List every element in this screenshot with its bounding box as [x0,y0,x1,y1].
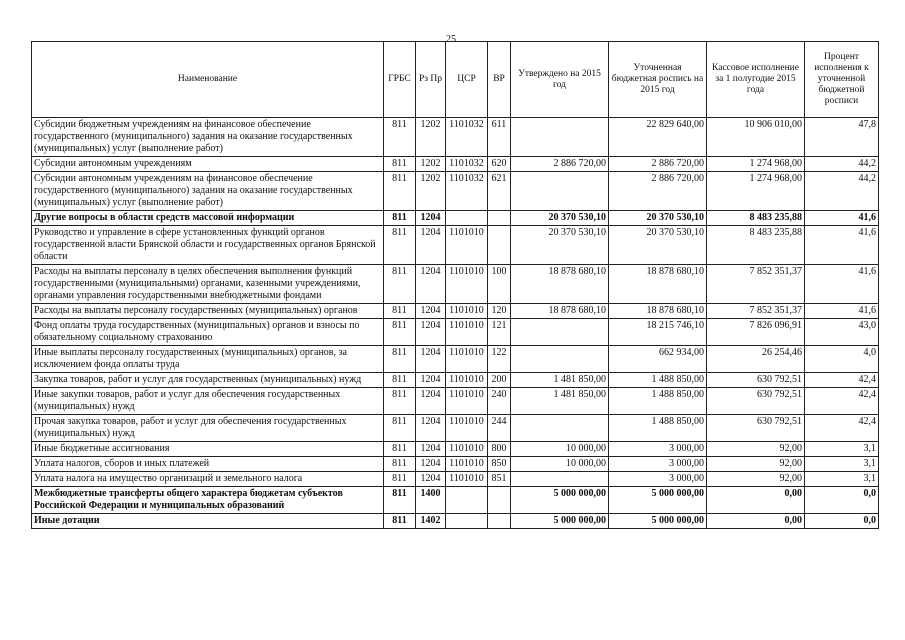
cell-approved: 1 481 850,00 [511,373,609,388]
header-row [32,42,879,118]
cell-name: Иные дотации [32,514,384,529]
cell-percent: 41,6 [805,304,879,319]
cell-grbs: 811 [384,388,416,415]
cell-percent: 42,4 [805,388,879,415]
header-rzpr: Рз Пр [416,42,446,118]
cell-name: Субсидии бюджетным учреждениям на финансовое обеспечение государственного (муниципального) задания на оказание государственных (муниципальных) услуг (выполнение работ) [32,118,384,157]
cell-approved: 5 000 000,00 [511,514,609,529]
cell-percent: 44,2 [805,172,879,211]
cell-approved [511,415,609,442]
cell-vr: 800 [488,442,511,457]
cell-vr [488,226,511,265]
cell-percent: 42,4 [805,373,879,388]
cell-refined: 2 886 720,00 [609,172,707,211]
cell-cash: 1 274 968,00 [707,172,805,211]
cell-approved: 20 370 530,10 [511,211,609,226]
cell-csr: 1101010 [446,415,488,442]
table-row [32,211,879,226]
cell-csr: 1101032 [446,118,488,157]
table-row [32,157,879,172]
cell-approved [511,472,609,487]
cell-name: Прочая закупка товаров, работ и услуг для обеспечения государственных (муниципальных) нужд [32,415,384,442]
cell-vr: 121 [488,319,511,346]
cell-percent: 3,1 [805,442,879,457]
cell-percent: 41,6 [805,226,879,265]
header-percent: Процент исполнения к уточненной бюджетной росписи [805,42,879,118]
cell-percent: 0,0 [805,487,879,514]
table-row [32,118,879,157]
table-row [32,514,879,529]
cell-refined: 662 934,00 [609,346,707,373]
table-row [32,415,879,442]
cell-cash: 8 483 235,88 [707,226,805,265]
cell-name: Другие вопросы в области средств массовой информации [32,211,384,226]
cell-name: Уплата налога на имущество организаций и земельного налога [32,472,384,487]
cell-refined: 3 000,00 [609,457,707,472]
header-grbs: ГРБС [384,42,416,118]
table-row [32,442,879,457]
cell-vr [488,211,511,226]
cell-csr [446,487,488,514]
cell-name: Фонд оплаты труда государственных (муниципальных) органов и взносы по обязательному социальному страхованию [32,319,384,346]
cell-cash: 630 792,51 [707,388,805,415]
cell-grbs: 811 [384,472,416,487]
cell-refined: 3 000,00 [609,472,707,487]
cell-percent: 3,1 [805,472,879,487]
cell-refined: 3 000,00 [609,442,707,457]
cell-percent: 41,6 [805,211,879,226]
cell-rzpr: 1400 [416,487,446,514]
cell-csr [446,514,488,529]
cell-csr: 1101010 [446,226,488,265]
cell-vr: 122 [488,346,511,373]
cell-rzpr: 1202 [416,157,446,172]
cell-approved: 18 878 680,10 [511,304,609,319]
cell-cash: 630 792,51 [707,373,805,388]
table-row [32,319,879,346]
cell-approved [511,346,609,373]
cell-grbs: 811 [384,457,416,472]
cell-vr: 100 [488,265,511,304]
cell-percent: 43,0 [805,319,879,346]
cell-grbs: 811 [384,514,416,529]
cell-csr: 1101032 [446,157,488,172]
cell-percent: 4,0 [805,346,879,373]
cell-csr: 1101010 [446,304,488,319]
cell-csr: 1101010 [446,388,488,415]
cell-cash: 8 483 235,88 [707,211,805,226]
cell-rzpr: 1204 [416,346,446,373]
cell-approved: 10 000,00 [511,442,609,457]
cell-approved [511,172,609,211]
cell-csr: 1101010 [446,373,488,388]
table-row [32,388,879,415]
cell-grbs: 811 [384,319,416,346]
cell-vr: 850 [488,457,511,472]
cell-rzpr: 1204 [416,457,446,472]
cell-vr [488,514,511,529]
cell-vr: 620 [488,157,511,172]
cell-name: Закупка товаров, работ и услуг для государственных (муниципальных) нужд [32,373,384,388]
cell-name: Расходы на выплаты персоналу в целях обеспечения выполнения функций государственными (муниципальными) органами, казенными учреждениями, органами управления государственными внебюджетными фондами [32,265,384,304]
cell-grbs: 811 [384,265,416,304]
cell-cash: 92,00 [707,442,805,457]
cell-refined: 18 878 680,10 [609,304,707,319]
cell-cash: 0,00 [707,487,805,514]
table-row [32,172,879,211]
cell-rzpr: 1204 [416,388,446,415]
table-row [32,373,879,388]
cell-vr: 200 [488,373,511,388]
cell-csr: 1101010 [446,346,488,373]
cell-percent: 0,0 [805,514,879,529]
cell-vr: 244 [488,415,511,442]
cell-approved: 10 000,00 [511,457,609,472]
cell-rzpr: 1204 [416,319,446,346]
cell-cash: 10 906 010,00 [707,118,805,157]
cell-csr: 1101032 [446,172,488,211]
cell-grbs: 811 [384,226,416,265]
cell-cash: 7 852 351,37 [707,304,805,319]
cell-rzpr: 1204 [416,415,446,442]
header-csr: ЦСР [446,42,488,118]
cell-vr: 240 [488,388,511,415]
cell-refined: 20 370 530,10 [609,226,707,265]
cell-vr: 851 [488,472,511,487]
cell-cash: 92,00 [707,472,805,487]
cell-percent: 44,2 [805,157,879,172]
cell-name: Расходы на выплаты персоналу государственных (муниципальных) органов [32,304,384,319]
cell-refined: 1 488 850,00 [609,388,707,415]
cell-approved: 5 000 000,00 [511,487,609,514]
cell-rzpr: 1204 [416,211,446,226]
cell-grbs: 811 [384,211,416,226]
cell-rzpr: 1204 [416,373,446,388]
cell-csr: 1101010 [446,265,488,304]
cell-rzpr: 1402 [416,514,446,529]
cell-grbs: 811 [384,487,416,514]
cell-csr: 1101010 [446,319,488,346]
table-row [32,487,879,514]
cell-name: Субсидии автономным учреждениям [32,157,384,172]
cell-grbs: 811 [384,442,416,457]
cell-approved: 2 886 720,00 [511,157,609,172]
header-cash: Кассовое исполнение за 1 полугодие 2015 года [707,42,805,118]
cell-grbs: 811 [384,172,416,211]
cell-percent: 3,1 [805,457,879,472]
cell-refined: 18 878 680,10 [609,265,707,304]
cell-name: Межбюджетные трансферты общего характера бюджетам субъектов Российской Федерации и муниципальных образований [32,487,384,514]
table-row [32,457,879,472]
cell-grbs: 811 [384,415,416,442]
cell-percent: 47,8 [805,118,879,157]
cell-approved [511,118,609,157]
cell-vr [488,487,511,514]
header-name: Наименование [32,42,384,118]
cell-refined: 5 000 000,00 [609,514,707,529]
table-row [32,304,879,319]
cell-vr: 611 [488,118,511,157]
table-row [32,226,879,265]
cell-vr: 120 [488,304,511,319]
cell-name: Руководство и управление в сфере установленных функций органов государственной власти Брянской области и государственных органов Брянской области [32,226,384,265]
cell-rzpr: 1202 [416,172,446,211]
header-refined: Уточненная бюджетная роспись на 2015 год [609,42,707,118]
cell-refined: 22 829 640,00 [609,118,707,157]
table-row [32,472,879,487]
cell-vr: 621 [488,172,511,211]
cell-percent: 41,6 [805,265,879,304]
cell-rzpr: 1204 [416,472,446,487]
cell-cash: 7 826 096,91 [707,319,805,346]
cell-csr: 1101010 [446,442,488,457]
header-vr: ВР [488,42,511,118]
cell-approved [511,319,609,346]
cell-approved: 18 878 680,10 [511,265,609,304]
cell-refined: 18 215 746,10 [609,319,707,346]
cell-csr: 1101010 [446,457,488,472]
cell-approved: 1 481 850,00 [511,388,609,415]
cell-name: Иные закупки товаров, работ и услуг для обеспечения государственных (муниципальных) нужд [32,388,384,415]
budget-table [31,41,879,529]
cell-csr [446,211,488,226]
cell-cash: 1 274 968,00 [707,157,805,172]
cell-refined: 20 370 530,10 [609,211,707,226]
cell-rzpr: 1204 [416,304,446,319]
cell-name: Уплата налогов, сборов и иных платежей [32,457,384,472]
cell-name: Субсидии автономным учреждениям на финансовое обеспечение государственного (муниципального) задания на оказание государственных (муниципальных) услуг (выполнение работ) [32,172,384,211]
cell-name: Иные выплаты персоналу государственных (муниципальных) органов, за исключением фонда оплаты труда [32,346,384,373]
cell-refined: 1 488 850,00 [609,415,707,442]
cell-cash: 92,00 [707,457,805,472]
header-approved: Утверждено на 2015 год [511,42,609,118]
cell-cash: 7 852 351,37 [707,265,805,304]
cell-cash: 0,00 [707,514,805,529]
cell-rzpr: 1204 [416,265,446,304]
page-number: 25 [446,34,456,45]
cell-rzpr: 1202 [416,118,446,157]
table-row [32,265,879,304]
cell-grbs: 811 [384,118,416,157]
cell-grbs: 811 [384,304,416,319]
cell-csr: 1101010 [446,472,488,487]
cell-name: Иные бюджетные ассигнования [32,442,384,457]
cell-refined: 2 886 720,00 [609,157,707,172]
cell-cash: 630 792,51 [707,415,805,442]
cell-rzpr: 1204 [416,226,446,265]
cell-grbs: 811 [384,346,416,373]
cell-approved: 20 370 530,10 [511,226,609,265]
table-row [32,346,879,373]
cell-refined: 5 000 000,00 [609,487,707,514]
cell-grbs: 811 [384,157,416,172]
cell-refined: 1 488 850,00 [609,373,707,388]
cell-cash: 26 254,46 [707,346,805,373]
cell-grbs: 811 [384,373,416,388]
cell-rzpr: 1204 [416,442,446,457]
cell-percent: 42,4 [805,415,879,442]
